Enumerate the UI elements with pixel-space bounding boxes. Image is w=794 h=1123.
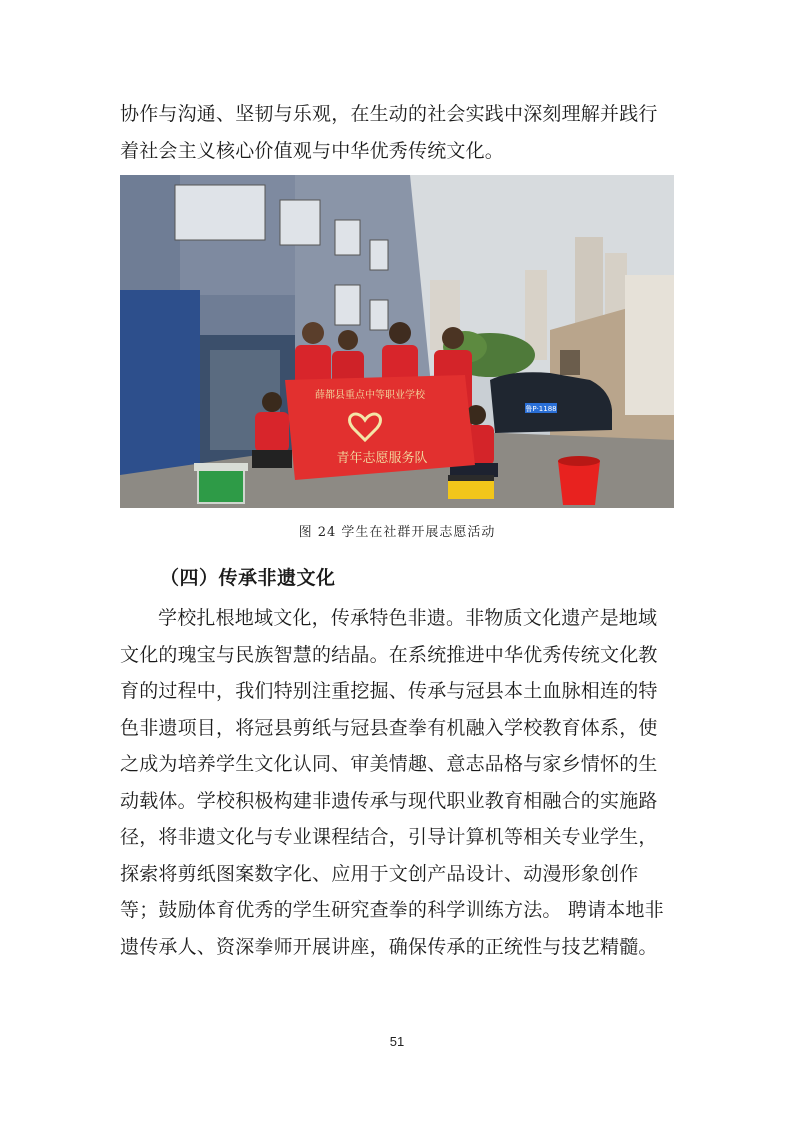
section-heading: （四）传承非遗文化 <box>160 567 336 589</box>
intro-paragraph: 协作与沟通、坚韧与乐观，在生动的社会实践中深刻理解并践行着社会主义核心价值观与中华优秀传统文化。 <box>120 103 658 162</box>
volunteer-photo <box>120 175 674 508</box>
banner-main-text: 青年志愿服务队 <box>336 451 428 466</box>
figure-caption: 图 24 学生在社群开展志愿活动 <box>298 525 496 540</box>
page-number: 51 <box>389 1034 405 1049</box>
section-body-paragraph: 学校扎根地域文化，传承特色非遗。非物质文化遗产是地域文化的瑰宝与民族智慧的结晶。在系统推进中华优秀传统文化教育的过程中，我们特别注重挖掘、传承与冠县本土血脉相连的特色非遗项目，将冠县剪纸与冠县查拳有机融入学校教育体系，使之成为培养学生文化认同、审美情趣、意志品格与家乡情怀的生动载体。学校积极构建非遗传承与现代职业教育相融合的实施路径，将非遗文化与专业课程结合，引导计算机等相关专业学生，探索将剪纸图案数字化、应用于文创产品设计、动漫形象创作等；鼓励体育优秀的学生研究查拳的科学训练方法。 聘请本地非遗传承人、资深拳师开展讲座，确保传承的正统性与技艺精髓。 <box>120 607 664 958</box>
license-plate-text: 鲁P·1188 <box>525 405 557 413</box>
banner-top-text: 薛都县重点中等职业学校 <box>315 390 425 401</box>
